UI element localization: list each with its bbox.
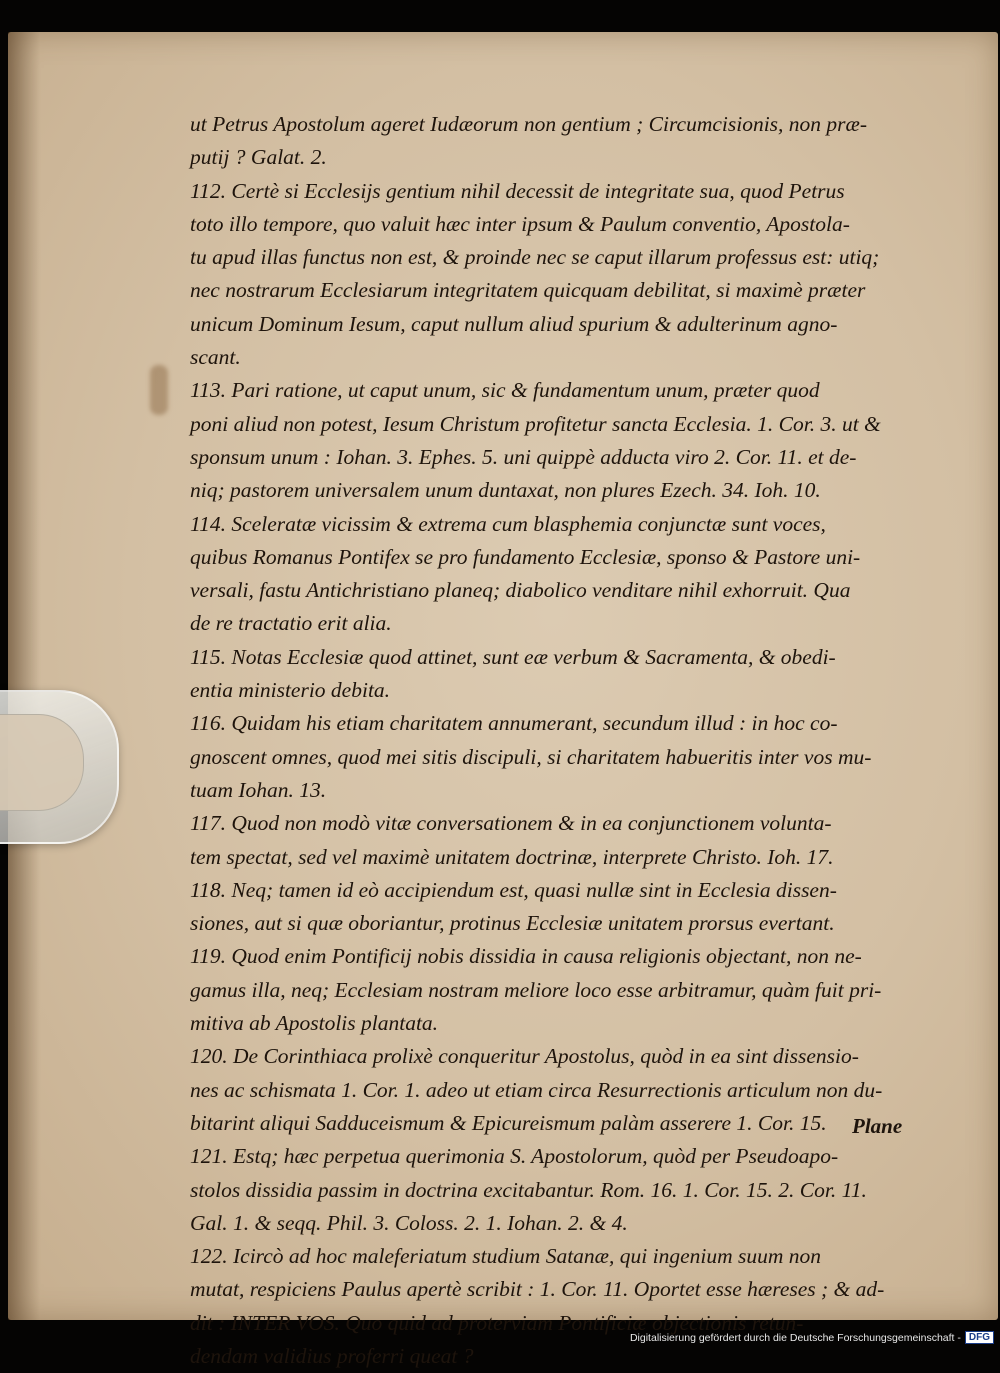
text-line: mitiva ab Apostolis plantata. — [190, 1011, 439, 1036]
text-line: niq; pastorem universalem unum duntaxat, non plures Ezech. 34. Ioh. 10. — [190, 478, 821, 503]
text-line: 114. Sceleratæ vicissim & extrema cum blasphemia conjunctæ sunt voces, — [190, 511, 826, 536]
page-gutter-shadow — [8, 32, 40, 1320]
text-line: gamus illa, neq; Ecclesiam nostram meliore loco esse arbitramur, quàm fuit pri- — [190, 977, 882, 1002]
text-line: gnoscent omnes, quod mei sitis discipuli, si charitatem habueritis inter vos mu- — [190, 744, 872, 769]
text-line: bitarint aliqui Sadduceismum & Epicureismum palàm asserere 1. Cor. 15. — [190, 1110, 827, 1135]
text-line: sponsum unum : Iohan. 3. Ephes. 5. uni quippè adducta viro 2. Cor. 11. et de- — [190, 444, 857, 469]
clip-window — [0, 714, 84, 811]
text-line: nes ac schismata 1. Cor. 1. adeo ut etiam circa Resurrectionis articulum non du- — [190, 1077, 883, 1102]
text-line: toto illo tempore, quo valuit hæc inter ipsum & Paulum conventio, Apostola- — [190, 211, 850, 236]
text-line: versali, fastu Antichristiano planeq; diabolico venditare nihil exhorruit. Qua — [190, 578, 851, 603]
text-line: Gal. 1. & seqq. Phil. 3. Coloss. 2. 1. Iohan. 2. & 4. — [190, 1210, 628, 1235]
text-line: unicum Dominum Iesum, caput nullum aliud spurium & adulterinum agno- — [190, 311, 838, 336]
text-line: mutat, respiciens Paulus apertè scribit : 1. Cor. 11. Oportet esse hæreses ; & ad- — [190, 1277, 885, 1302]
text-line: poni aliud non potest, Iesum Christum profitetur sancta Ecclesia. 1. Cor. 3. ut & — [190, 411, 881, 436]
text-line: 119. Quod enim Pontificij nobis dissidia in causa religionis objectant, non ne- — [190, 944, 862, 969]
page-text-block — [190, 108, 910, 1373]
text-line: 121. Estq; hæc perpetua querimonia S. Apostolorum, quòd per Pseudoapo- — [190, 1144, 839, 1169]
text-line: dit : INTER VOS. Quo quid ad proterviam Pontificiæ objectionis retun- — [190, 1310, 804, 1335]
text-line: entia ministerio debita. — [190, 678, 391, 703]
text-line: 122. Icircò ad hoc maleferiatum studium Satanæ, qui ingenium suum non — [190, 1244, 822, 1269]
digitization-footer — [630, 1331, 994, 1344]
paper-stain — [150, 365, 168, 415]
text-line: 116. Quidam his etiam charitatem annumerant, secundum illud : in hoc co- — [190, 711, 838, 736]
text-line: ut Petrus Apostolum ageret Iudæorum non gentium ; Circumcisionis, non præ- — [190, 112, 868, 136]
text-line: stolos dissidia passim in doctrina excitabantur. Rom. 16. 1. Cor. 15. 2. Cor. 11. — [190, 1177, 867, 1202]
text-line: dendam validius proferri queat ? — [190, 1343, 474, 1368]
text-line: de re tractatio erit alia. — [190, 611, 392, 636]
text-line: siones, aut si quæ oboriantur, protinus Ecclesiæ unitatem prorsus evertant. — [190, 911, 835, 936]
page-clip-holder — [0, 690, 119, 844]
text-line: 113. Pari ratione, ut caput unum, sic & fundamentum unum, præter quod — [190, 378, 820, 403]
text-line: quibus Romanus Pontifex se pro fundamento Ecclesiæ, sponso & Pastore uni- — [190, 544, 861, 569]
footer-credit-text: Digitalisierung gefördert durch die Deutsche Forschungsgemeinschaft - — [629, 1331, 961, 1344]
text-line: scant. — [190, 345, 241, 370]
text-line: 117. Quod non modò vitæ conversationem & in ea conjunctionem volunta- — [190, 811, 832, 836]
dfg-logo: DFG — [965, 1331, 994, 1344]
text-line: putij ? Galat. 2. — [190, 145, 327, 170]
text-line: nec nostrarum Ecclesiarum integritatem quicquam debilitat, si maximè præter — [190, 278, 866, 303]
text-line: tem spectat, sed vel maximè unitatem doctrinæ, interprete Christo. Ioh. 17. — [190, 844, 834, 869]
catchword: Plane — [852, 1114, 903, 1138]
text-line: tuam Iohan. 13. — [190, 777, 327, 802]
text-line: tu apud illas functus non est, & proinde nec se caput illarum professus est: utiq; — [190, 245, 880, 270]
text-line: 115. Notas Ecclesiæ quod attinet, sunt eæ verbum & Sacramenta, & obedi- — [190, 644, 836, 669]
text-line: 120. De Corinthiaca prolixè conqueritur Apostolus, quòd in ea sint dissensio- — [190, 1044, 859, 1069]
text-line: 112. Certè si Ecclesijs gentium nihil decessit de integritate sua, quod Petrus — [190, 178, 845, 203]
text-line: 118. Neq; tamen id eò accipiendum est, quasi nullæ sint in Ecclesia dissen- — [190, 877, 837, 902]
